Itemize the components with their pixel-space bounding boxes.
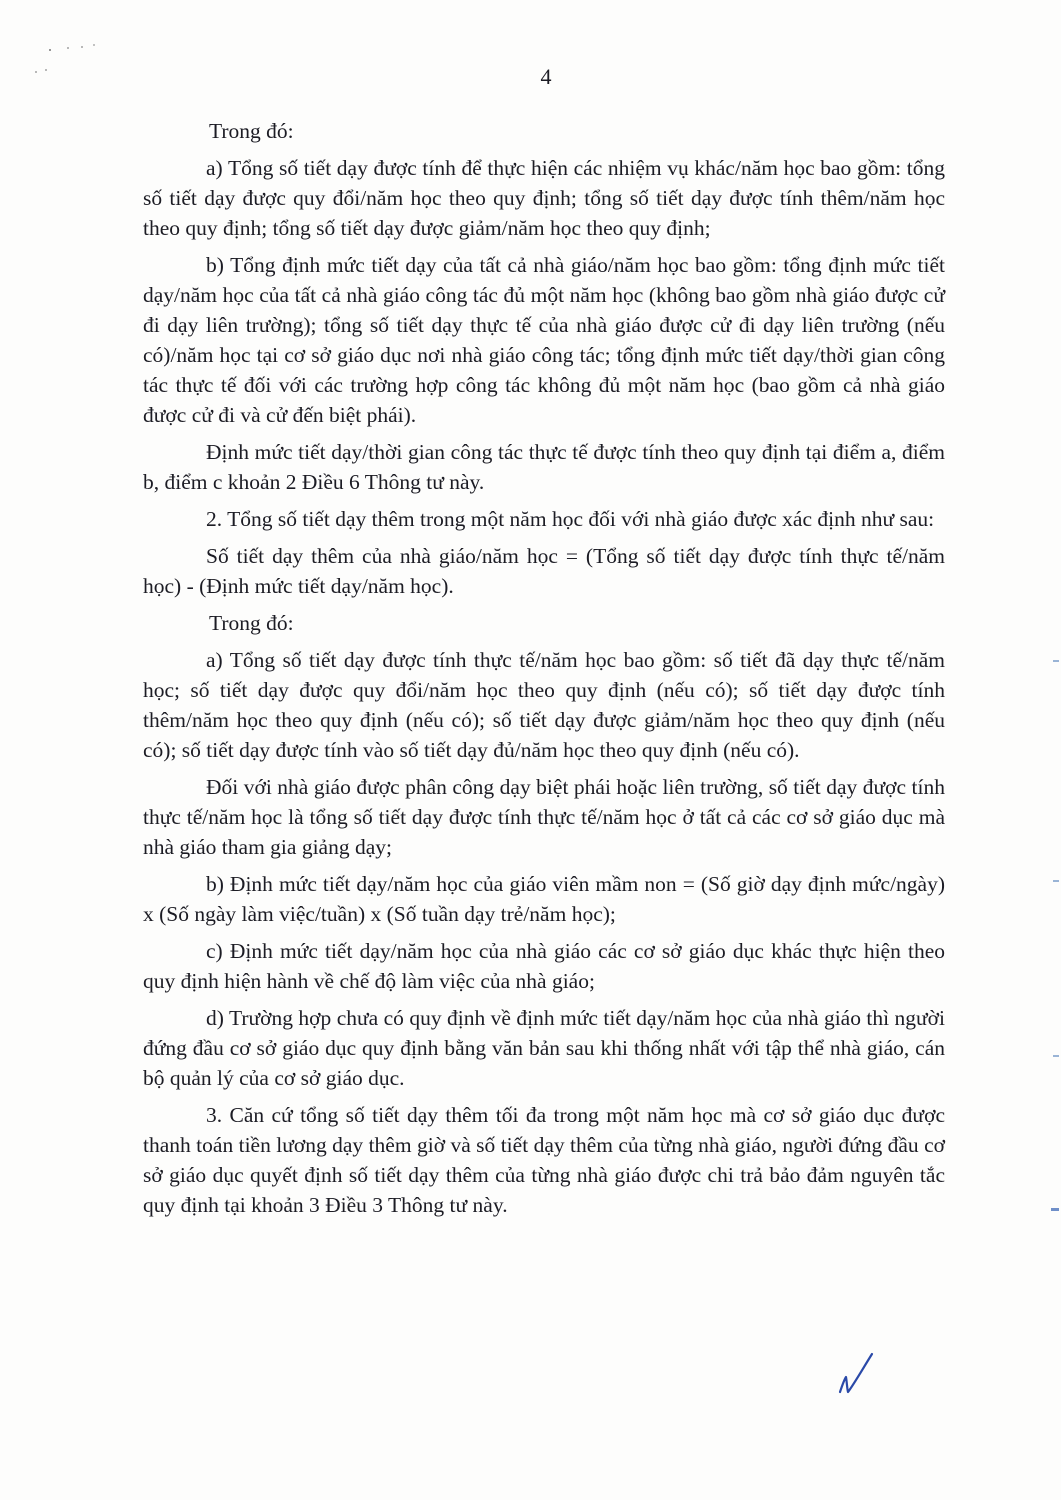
scan-edge-mark [1053,1055,1059,1057]
paragraph-item-b-preschool-quota: b) Định mức tiết dạy/năm học của giáo viên mầm non = (Số giờ dạy định mức/ngày) x (Số ngày làm việc/tuần) x (Số tuần dạy trẻ/năm học); [143,872,945,926]
paragraph-clause-3: 3. Căn cứ tổng số tiết dạy thêm tối đa trong một năm học mà cơ sở giáo dục được thanh toán tiền lương dạy thêm giờ và số tiết dạy thêm của từng nhà giáo, người đứng đầu cơ sở giáo dục quyết định số tiết dạy thêm của từng nhà giáo được chi trả bảo đảm nguyên tắc quy định tại khoản 3 Điều 3 Thông tư này. [143,1103,945,1217]
paragraph-item-a-actual-periods: a) Tổng số tiết dạy được tính thực tế/năm học bao gồm: số tiết đã dạy thực tế/năm học; số tiết dạy được quy đổi/năm học theo quy định (nếu có); số tiết dạy được tính thêm/năm học theo quy định (nếu có); số tiết dạy được giảm/năm học theo quy định (nếu có); số tiết dạy được tính vào số tiết dạy đủ/năm học theo quy định (nếu có). [143,648,945,762]
paragraph-clause-2: 2. Tổng số tiết dạy thêm trong một năm học đối với nhà giáo được xác định như sau: [206,507,935,531]
page-number: 4 [540,64,552,89]
paragraph-item-d-no-regulation: d) Trường hợp chưa có quy định về định mức tiết dạy/năm học của nhà giáo thì người đứng đầu cơ sở giáo dục quy định bằng văn bản sau khi thống nhất với tập thể nhà giáo, cán bộ quản lý của cơ sở giáo dục. [143,1006,945,1090]
document-body [143,116,945,1220]
paragraph-item-c-other-institutions: c) Định mức tiết dạy/năm học của nhà giáo các cơ sở giáo dục khác thực hiện theo quy định hiện hành về chế độ làm việc của nhà giáo; [143,939,945,993]
paragraph-quota-reference: Định mức tiết dạy/thời gian công tác thực tế được tính theo quy định tại điểm a, điểm b, điểm c khoản 2 Điều 6 Thông tư này. [143,440,945,494]
initial-signature-icon [836,1350,876,1400]
paragraph-secondment-teachers: Đối với nhà giáo được phân công dạy biệt phái hoặc liên trường, số tiết dạy được tính thực tế/năm học là tổng số tiết dạy được tính thực tế/năm học ở tất cả các cơ sở giáo dục mà nhà giáo tham gia giảng dạy; [143,775,945,859]
paragraph-trong-do-1: Trong đó: [209,119,294,143]
paragraph-trong-do-2: Trong đó: [209,611,294,635]
scan-edge-mark [1051,1208,1059,1211]
paragraph-formula-extra-periods: Số tiết dạy thêm của nhà giáo/năm học = (Tổng số tiết dạy được tính thực tế/năm học) - (Định mức tiết dạy/năm học). [143,544,945,598]
scan-edge-mark [1053,880,1059,882]
paragraph-item-a-other-duties: a) Tổng số tiết dạy được tính để thực hiện các nhiệm vụ khác/năm học bao gồm: tổng số tiết dạy được quy đổi/năm học theo quy định; tổng số tiết dạy được tính thêm/năm học theo quy định; tổng số tiết dạy được giảm/năm học theo quy định; [143,156,945,240]
scan-edge-mark [1053,660,1059,662]
paragraph-item-b-total-quota: b) Tổng định mức tiết dạy của tất cả nhà giáo/năm học bao gồm: tổng định mức tiết dạy/năm học của tất cả nhà giáo công tác đủ một năm học (không bao gồm nhà giáo được cử đi dạy liên trường); tổng số tiết dạy thực tế của nhà giáo được cử đi dạy liên trường (nếu có)/năm học tại cơ sở giáo dục nơi nhà giáo công tác; tổng định mức tiết dạy/thời gian công tác thực tế đối với các trường hợp công tác không đủ một năm học (bao gồm cả nhà giáo được cử đi và cử đến biệt phái). [143,253,945,427]
